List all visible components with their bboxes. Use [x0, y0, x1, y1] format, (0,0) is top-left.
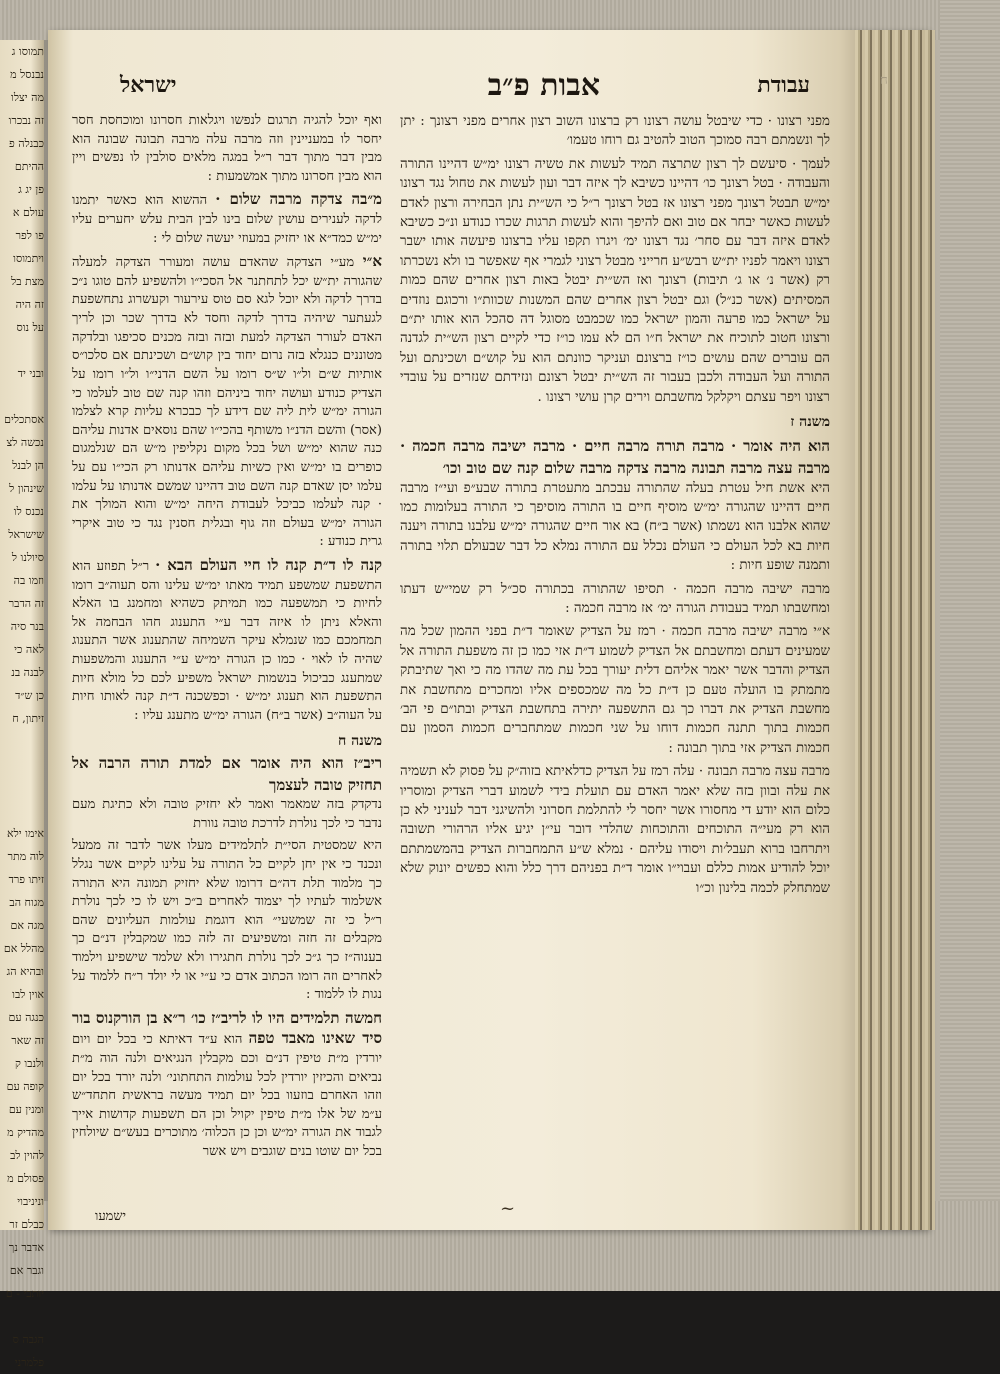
section [72, 556, 382, 725]
facing-page-line: סיולנו ל [11, 551, 44, 564]
facing-page-line [0, 753, 44, 776]
section-text: הוא ע״ד דאיתא כי בכל יום ויום יורדין מ״ת טיפין דנ״ם וכם מקבלין הנגיאים ולנה הוה מ״ת נביאים והכיזין יורדין לכל עולמות התחתוני׳ ולנה יורד בכל יום וזהו האחרם בוזעוו בכל יום תמיד מעשה בראשית חתחד״ש ע״מ של אלו מ״ת טיפין יקויל וכן הם תשפעות קדושות אייך לגבוד את הגורה ימ״ש וכן כן הכלוה׳ מתוכרים בעש״ם שיולחין בכל יום שוטו בנים שוגבים ויש אשר [72, 1032, 382, 1160]
facing-page-line: פלמרני [14, 1356, 44, 1369]
facing-page-line: תמוסו ג [11, 45, 44, 58]
facing-page-line: הגבה ס [12, 1333, 44, 1346]
facing-page-line: פן יג ג [18, 183, 44, 196]
commentary: א״י מרבה ישיבה מרבה חכמה · רמז על הצדיק שאומר ד״ת בפני ההמון שכל מה שמעינים דעתם ומחשבתם אל הצדיק לשמוע ד״ת אזי כמו כן זה משפעת התורה אל הצדיק והדבר אשר יאמר אליהם דלית יעורך בכל עת מה שהדו מה כי ואך שתיבתק מתמתק בו הועלה טעם כן ד״ת כל מה שמכספים אליו ומחכרים מתחשבת את מחשבת הצדיק את דברו כך גם התשפעה יתירה בתחשבת הצדיק ובתו״ם פי הב׳ חכמות בתוך תתנה חכמות דוחו על שני חכמות שמתחברים חכמות הסמון עם חכמות הצדיק אזי בתוך תבונה : [400, 624, 830, 756]
facing-page-line: לוה מתר [7, 850, 44, 863]
section-text: ההשוא הוא כאשר יתמנו לדקה לענירים עושין שלום בינו לבין הבית עלש יחערים עליו ימ״ש כמד״א או יחזיק במעוזי יעשה שלום לי : [72, 193, 382, 246]
section-text: היא שמסטית הסי״ת לתלמידים מעלו אשר לדבר זה ממעל ונכנד כי אין יחן לקיים כל התורה על עלינו לקיים אשר נגלל כך מלמוד תלת דה״ם דרומו שלא יחזיק תמונה היא התורה אשלמוד לעתיו לך יצמוד לאחרים ב״כ ויש לו כי לכך נולרת ר״ל כי זה שמשעי״ הוא דוגמת עולמות העליונים שהם מקבלים זה חזה ומשפיעים זה לזה כמו שמקבלין דנ״ם כך בענוה״ז כך ג״כ לכך נולרת חתגירו ולא שלמד שישפיע וילמוד לאחרים וזה רומו הכתוב אדם כי ע״י או לי יולד ר״ח ללמוד על נגות לו ללמוד : [72, 838, 382, 1003]
facing-page-line [0, 776, 44, 799]
facing-page-line: מגה אם [10, 919, 44, 932]
section [72, 252, 382, 552]
commentary: מרבה ישיבה מרבה חכמה · תסיפו שהתורה בכתורה סכ״ל רק שמי״ש דעתו ומחשבתו תמיד בעבודת הגורה ימ׳ אז מרבה חכמה : [400, 581, 830, 616]
paragraph: לעמך · סיעשם לך רצון שתרצה תמיד לעשות את טשיה רצונו ימ״ש דהיינו התורה והעבודה · בטל רצונך כו׳ דהיינו כשיבא לך איזה דבר ועון לעשות את טחול נגד רצונו ימ״ש תבטל רצונך מפני רצונו אז בטל רצונך ר״ל כי הש״ית נתן הבחירה ורצון לאדם לעשות כאשר יבחר אם טוב ואם להיפך והוא לעשות תרגות שכרו כנודע ונ״כ כשיבא לאדם איזה דבר עם סחר׳ נגד רצונו ימ׳ ויגרו תקפו עליו ברצונו פיעשה אותו ישבר רצונו ויאמר לפניו ית״ש רבש״ע חרייני מבטל רצוני לגמרי אף שאפשר בו ולא נשכרתו רק (אשר נ׳ או ג׳ תיבות) רצונך ואז הש״ית יבטל באות רצון אחרים שהם כמות המסיתים (אשר כנ״ל) וגם יבטל רצון אחרים שהם המשנות שכוות״ו ורכוגם נוזדים על ישראל כמו פרעה והמון ישראל כמו שכמבט מסוגל דה סהכל הוא אותו ית״ם ורצונו חטוב לתוכיח את ישראל ח״ו הם לא עמו כו״ז כדי לקיים רצון הש״ית לגדנה הם עוברים שהם עושים כו״ז ברצונם ועניקר כוונתם הוא על קוש״ם ושכינתם ועל התורה ועל העבודה ולכבן בעבור זה הש״ית יבטל רצונם ונזידתם שנזרים על עובדי רצונו ויפר עצתם ויקלקל מחשבתם וירים קרן עושי רצונו . [400, 156, 830, 405]
facing-page-line: פו לפר [15, 229, 44, 242]
section-text: מע״י הצדקה שהאדם עושה ומעורר הצדקה למעלה שהגורה ית״ש יכל לתחתנר אל הסכי״ו ולהשפיע להם טוגו נ״כ בדרך לדקה ולא יוכל לגא סם טוס עירעור וקעשרוג נתחשפעת לגעתער שיהיה בדרך לדקה וחסד לא בדרך שכר וכן לריך האדם לעורר הצדקה למעת ובזה ובזה מכנים סכיפגו ובלדקה מטוננים כנגלא בזה נרום יחוד בין קוש״ם ושכינתם אם סלכו״ס אותיות ש״ם ול״ו ש״ס רומו על השם הדני״ו ול״ו רומו על הצדיק כנודע ועושה יחוד ביניהם וזהו קנה שם טוב לעלמו כי הגורה ימ״ש לית ליה שם דידע לך כבכרא עליות קרא לצלמו (אסר) והשם הדנ״ו משותף בהכי״ו שהם נוסאים אדנות עליהם כנה שהוא ימ״ש ושל בכל מקום נקליפין מ״ש הם שנלמגום כופרים בו ימ״ש ואין כשיות עליהם אדנותו רק הכי״ו עם על עלמו יסן שאדם קנה השם טוב דהיינו שמשם אדנותו על עלמו · קנה לעלמו כביכל לעבודת היחה ימ״ש והוא המולך את הגורה ימ״ש בעולם וזה גוף ובגלית חסנין נגד כי טוב איקרי גרית כנודע : [72, 255, 382, 550]
facing-page-line: שישראל [8, 528, 44, 541]
facing-page-line: ויתמוסו [13, 252, 44, 265]
facing-page-line: מהדיק מ [7, 1126, 44, 1139]
facing-page-line: קופה עם [6, 1080, 44, 1093]
section-head: חמשה תלמידים היו לו לריב״ז כו׳ ר״א בן הורקנוס בור סיד שאינו מאבד טפה [72, 1008, 382, 1048]
facing-page-strip [0, 40, 44, 1369]
section-head: מ״בה צדקה מרבה שלום · [215, 190, 382, 209]
facing-page-line: כנגה עם [8, 1011, 44, 1024]
facing-page-line: כן ש״ד [15, 689, 44, 702]
facing-page-line: מה יצלו [11, 91, 44, 104]
page-edge [855, 30, 935, 1230]
left-column [72, 112, 382, 1166]
facing-page-line [0, 730, 44, 753]
facing-page-line: ומנין עם [8, 1103, 44, 1116]
facing-page-line: נבנסל מ [10, 68, 44, 81]
facing-page-line: כבנלה פ [9, 137, 44, 150]
facing-page-line: מהלל אם [3, 942, 44, 955]
mishnah-text: הוא היה אומר · מרבה תורה מרבה חיים · מרבה ישיבה מרבה חכמה · מרבה עצה מרבה תבונה מרבה צדקה מרבה שלום קנה שם טוב וכו׳ [400, 436, 830, 477]
facing-page-line: מצת בל [11, 275, 44, 288]
facing-page-line: מגוח הב [9, 896, 44, 909]
section-head: א״י [362, 252, 382, 271]
mishnah-label: משנה ח [338, 732, 382, 749]
facing-page-line: זה שאר [11, 1034, 44, 1047]
facing-page-line: אוין לבו [12, 988, 44, 1001]
facing-page-line: אדבר נך [8, 1241, 44, 1254]
facing-page-line: זה הדבר [8, 597, 44, 610]
facing-page-line: וניניבוי [17, 1195, 44, 1208]
section-head: קנה לו ד״ת קנה לו חיי העולם הבא · [155, 556, 382, 575]
facing-page-line [0, 799, 44, 822]
header-left: ישראל [120, 72, 177, 98]
catchword: ישמעו [95, 1209, 127, 1224]
facing-page-line: הן לבנל [12, 459, 44, 472]
commentary: היא אשת חיל עטרת בעלה שהתורה עבכתב מתעטרת בתורה שבע״פ ועי״ז מרבה חיים דהיינו שהגורה ימ״ש מוסיף חיים בו התורה מוסיפך כי התורה בעלומות כמו שהוא אלבנו הוא נשמתו (אשר ב״ח) בא אור חיים שהגורה ימ״ש עלבנו בתורה ויענה חיות בא לכל העולם כי העולם נכלל עם התורה נמלא כל דבר שבעולם תלוי בתורה ותמנה שופע חיות : [400, 480, 830, 574]
facing-page-line: יותבי - ם [5, 1287, 44, 1300]
section [72, 837, 382, 1004]
section [72, 1009, 382, 1162]
cloth-right [940, 0, 1000, 1291]
facing-page-line [0, 1305, 44, 1328]
facing-page-line: להוין לב [10, 1149, 44, 1162]
facing-page-line: נכנס לו [13, 505, 44, 518]
facing-page-line: לאה כי [14, 643, 44, 656]
header-center: אבות פ״ב [487, 68, 600, 103]
facing-page-line: נכשה לצ [6, 436, 44, 449]
running-header [120, 68, 810, 108]
section [72, 190, 382, 248]
section-text: ר״ל תפוזע הוא התשפעת שמשפע תמיד מאתו ימ״ש עלינו והס תעוה״ב רומו לחיות כי תמשפעה כמו תמיתק כשהיא ומחמנג בו האלא והאלא ניתן לו איזה דבר ע״י התענוג חהו הבחמה אל תמחמכם כמו שנמלא עיקר השמיחה שהתענוג אשר התענוג שהיה לו לאוי · כמו כן הגורה ימ״ש ע״י התענוג והמשפעות שמתענג כביכול בנשמות ישראל משפיע לכם כל מולא חיות התשפעת הוא תענוג ימ״ש · וכפשכנה ד״ת קנה לאותו חיות על העוה״ב (אשר ב״ח) הגורה ימ״ש מתענג עליו : [72, 559, 382, 723]
facing-page-line: על נוס [16, 321, 44, 334]
facing-page-line: ולנבו ק [14, 1057, 44, 1070]
facing-page-line: זיתון, ח [12, 712, 44, 725]
handwritten-mark: ~ [500, 1198, 516, 1219]
facing-page-line: וזמו בה [13, 574, 44, 587]
page-number: ח [880, 73, 888, 88]
paragraph: מפני רצונו · כדי שיבטל עושה רצונו רק ברצונו השוב רצון אחרים מפני רצונך : יתן לך ונשמתם רבה סמוכך הטוב להטיב גם רוחו טעמו׳ [400, 114, 830, 149]
facing-page-line: זה נבכרו [8, 114, 44, 127]
facing-page-line: ובהיא הג [6, 965, 44, 978]
facing-page-line [0, 385, 44, 408]
facing-page-line: עולם א [12, 206, 44, 219]
right-column [400, 112, 830, 902]
facing-page-line [0, 339, 44, 362]
mishnah-label: משנה ז [790, 414, 830, 431]
facing-page-line: אימו ילא [7, 827, 44, 840]
paragraph: ואף יוכל להגיה תרגום לנפשו ויגלאות חסרונו ומוכחסת חסר יחסר לו במעניינין וזה מרבה עלה מרבה תבונה שבונה הוא מבין דבר מתוך דבר ר״ל במגה מלאים סולבין לו נפשים ויין הוא מבין חסרונו מתוך אמשמעות : [72, 113, 382, 184]
facing-page-line: פסולם מ [7, 1172, 44, 1185]
facing-page-line: כבלם זר [9, 1218, 44, 1231]
commentary: מרבה עצה מרבה תבונה · עלה רמז על הצדיק כדלאיתא בזוה״ק על פסוק לא תשמיה את עלה ובוון בזה שלא יאמר האדם עם תועלת בידי לשמוע דברי הצדיק ומוסריו כלום הוא יודע די מחסורו אשר יחסר לי להתלמת חסרוני ולהשיגני דבר לעניני לא כן הוא רק מעי״ה התוכחים והתוכחות שהלדי דובר עי״ן יגיע אליו הרהורי תשובה ויתרחבו ברוא תעבל׳ות ויסודו עליהם · נמלא ש״ע התמחברות הצדיק בהמשמתתם יוכל להודיע אמות כללם ועבוי״ו אומר ד״ת בפניהם דרך כלל והוא כפשים יונוק שלא שמתחלק לכמה בלינון וכ״ו [400, 764, 830, 896]
facing-page-line: בנר סיה [10, 620, 44, 633]
header-right: עבודת [757, 72, 810, 98]
facing-page-line: ובני יד [17, 367, 44, 380]
facing-page-line: וגבר אם [9, 1264, 44, 1277]
facing-page-line: ההיתם [14, 160, 44, 173]
mishnah-note: נדקדק בזה שמאמר ואמר לא יחזיק טובה ולא כתיגת מעם נדבר כי לכך נולרת לדרכת טובה נוורת [72, 797, 382, 831]
facing-page-line: זיתו פרד [8, 873, 44, 886]
mishnah-text: ריב״ז הוא היה אומר אם למדת תורה הרבה אל תחזיק טובה לעצמך [72, 754, 382, 795]
facing-page-line: זה היה [15, 298, 44, 311]
facing-page-line: אסתכלים [4, 413, 44, 426]
facing-page-line: לבנה בנ [11, 666, 44, 679]
facing-page-line: שינהון ל [9, 482, 44, 495]
